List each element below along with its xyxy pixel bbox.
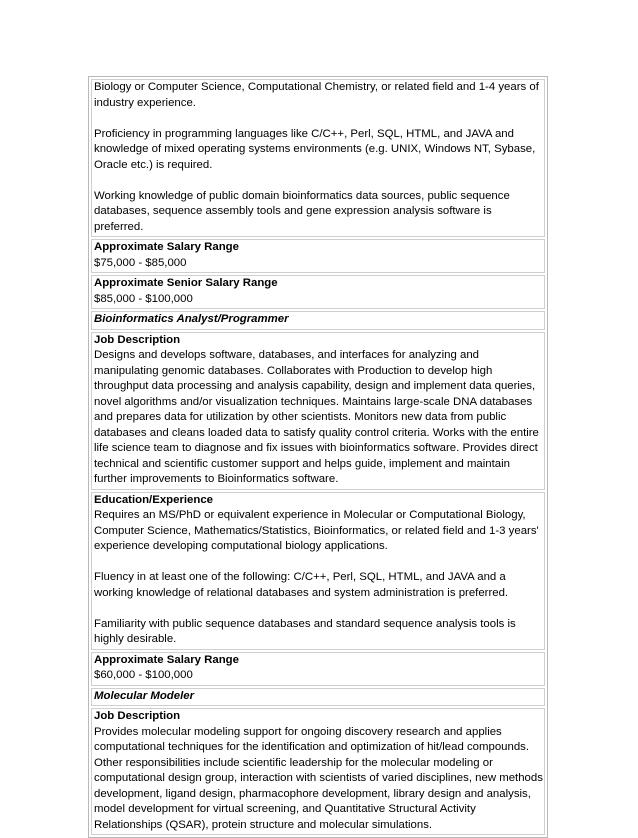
job-listing-table xyxy=(88,76,548,838)
section-label: Education/Experience xyxy=(94,493,214,506)
table-row xyxy=(91,275,545,309)
table-cell xyxy=(91,688,545,707)
body-paragraph: Provides molecular modeling support for ongoing discovery research and applies computational techniques for the identification and optimization of hit/lead compounds. Other responsibilities include scientific leadership for the molecular modeling or computational design group, interaction with scientists of varied disciplines, new methods development, ligand design, pharmacophore development, library design and analysis, model development for virtual screening, and Quantitative Structural Activity Relationships (QSAR), protein structure and molecular simulations. xyxy=(94,725,543,831)
table-row xyxy=(91,239,545,273)
body-paragraph: $60,000 - $100,000 xyxy=(94,669,193,681)
table-row xyxy=(91,688,545,707)
job-title: Molecular Modeler xyxy=(94,689,195,702)
body-paragraph: Familiarity with public sequence databases and standard sequence analysis tools is highly desirable. xyxy=(94,617,516,645)
section-label: Approximate Salary Range xyxy=(94,241,239,253)
table-row xyxy=(91,79,545,237)
section-label: Approximate Senior Salary Range xyxy=(94,277,278,289)
body-paragraph: Working knowledge of public domain bioinformatics data sources, public sequence databases, sequence assembly tools and gene expression analysis software is preferred. xyxy=(94,189,510,233)
body-paragraph: $85,000 - $100,000 xyxy=(94,292,193,305)
body-paragraph: Requires an MS/PhD or equivalent experience in Molecular or Computational Biology, Computer Science, Mathematics/Statistics, Bioinformatics, or related field and 1-3 years' experience developing computational biology applications. xyxy=(94,509,539,552)
section-label: Job Description xyxy=(94,710,181,722)
table-cell xyxy=(91,492,545,650)
table-row xyxy=(91,708,545,835)
table-row xyxy=(91,492,545,650)
section-label: Job Description xyxy=(94,333,181,346)
body-paragraph: Proficiency in programming languages like C/C++, Perl, SQL, HTML, and JAVA and knowledge of mixed operating systems environments (e.g. UNIX, Windows NT, Sybase, Oracle etc.) is required. xyxy=(94,127,536,171)
table-cell xyxy=(91,311,545,330)
table-cell xyxy=(91,708,545,835)
section-label: Approximate Salary Range xyxy=(94,653,239,666)
body-paragraph: Fluency in at least one of the following: C/C++, Perl, SQL, HTML, and JAVA and a working knowledge of relational databases and system administration is preferred. xyxy=(94,571,509,599)
table-cell xyxy=(91,79,545,237)
job-title: Bioinformatics Analyst/Programmer xyxy=(94,313,289,325)
job-listing-body xyxy=(91,79,545,835)
body-paragraph: Biology or Computer Science, Computational Chemistry, or related field and 1-4 years of industry experience. xyxy=(94,81,539,109)
table-cell xyxy=(91,239,545,273)
table-cell xyxy=(91,275,545,309)
table-cell xyxy=(91,332,545,490)
table-row xyxy=(91,311,545,330)
body-paragraph: Designs and develops software, databases, and interfaces for analyzing and manipulating genomic databases. Collaborates with Production to develop high throughput data processing and analysis capability, design and implement data queries, novel algorithms and/or visualization techniques. Maintains large-scale DNA databases and prepares data for utilization by other scientists. Monitors new data from public databases and cleans loaded data to satisfy quality control criteria. Works with the entire life science team to diagnose and fix issues with bioinformatics software. Provides direct technical and scientific customer support and helps guide, implement and maintain further improvements to Bioinformatics software. xyxy=(94,349,539,485)
table-cell xyxy=(91,652,545,686)
table-row xyxy=(91,332,545,490)
body-paragraph: $75,000 - $85,000 xyxy=(94,256,187,269)
table-row xyxy=(91,652,545,686)
